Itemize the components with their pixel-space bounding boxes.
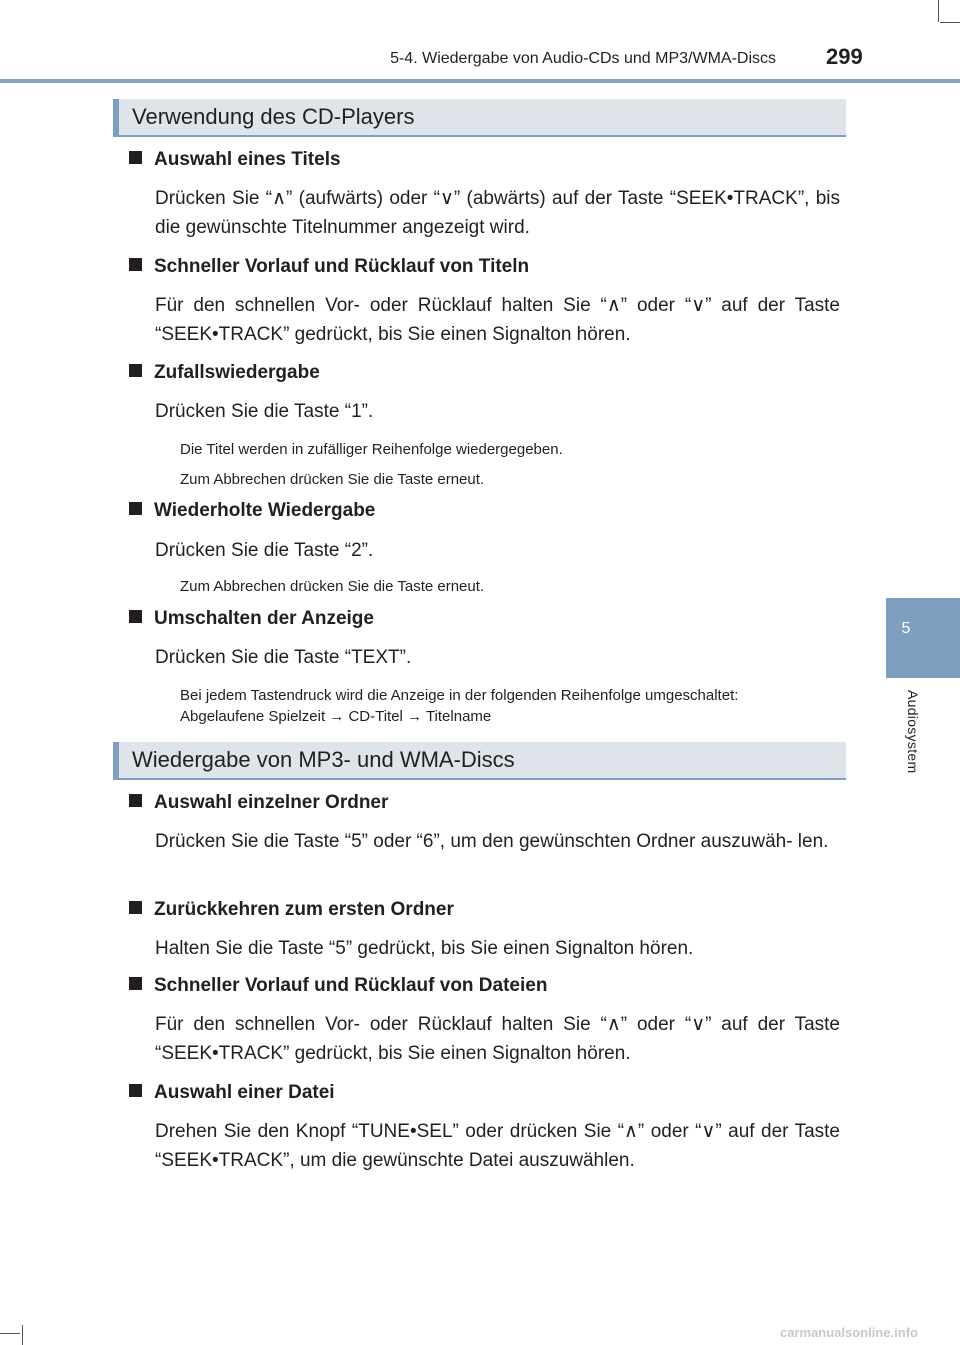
section-title: Verwendung des CD-Players bbox=[132, 104, 415, 129]
square-bullet-icon bbox=[129, 610, 142, 623]
square-bullet-icon bbox=[129, 364, 142, 377]
square-bullet-icon bbox=[129, 258, 142, 271]
crop-mark bbox=[940, 22, 960, 23]
item-text: Drücken Sie die Taste “2”. bbox=[155, 540, 374, 561]
item-note: Die Titel werden in zufälliger Reihenfolge wiedergegeben. bbox=[180, 441, 563, 458]
square-bullet-icon bbox=[129, 901, 142, 914]
item-heading: Schneller Vorlauf und Rücklauf von Titeln bbox=[129, 256, 529, 278]
square-bullet-icon bbox=[129, 977, 142, 990]
item-heading: Wiederholte Wiedergabe bbox=[129, 500, 375, 522]
section-title: Wiedergabe von MP3- und WMA-Discs bbox=[132, 747, 515, 772]
section-header bbox=[113, 742, 846, 780]
item-heading: Umschalten der Anzeige bbox=[129, 608, 374, 630]
item-text: Drücken Sie die Taste “5” oder “6”, um den gewünschten Ordner auszuwäh- len. bbox=[155, 831, 829, 852]
item-text: Für den schnellen Vor- oder Rücklauf halten Sie “∧” oder “∨” auf der Taste “SEEK•TRACK” gedrückt, bis Sie einen Signalton hören. bbox=[155, 295, 840, 345]
chapter-title: 5-4. Wiedergabe von Audio-CDs und MP3/WMA-Discs bbox=[390, 50, 776, 67]
item-text: Drücken Sie die Taste “1”. bbox=[155, 401, 374, 422]
square-bullet-icon bbox=[129, 502, 142, 515]
item-text: Drehen Sie den Knopf “TUNE•SEL” oder drücken Sie “∧” oder “∨” auf der Taste “SEEK•TRACK”, um die gewünschte Datei auszuwählen. bbox=[155, 1121, 840, 1171]
item-heading: Zurückkehren zum ersten Ordner bbox=[129, 899, 454, 921]
item-heading: Auswahl einzelner Ordner bbox=[129, 792, 388, 814]
chapter-tab-label: Audiosystem bbox=[905, 690, 921, 774]
item-note: Zum Abbrechen drücken Sie die Taste erneut. bbox=[180, 471, 485, 488]
chapter-tab bbox=[886, 598, 960, 678]
crop-mark bbox=[938, 0, 939, 22]
square-bullet-icon bbox=[129, 1084, 142, 1097]
crop-mark bbox=[0, 1333, 20, 1334]
chapter-tab-number: 5 bbox=[901, 620, 911, 637]
watermark: carmanualsonline.info bbox=[780, 1325, 918, 1340]
item-text: Für den schnellen Vor- oder Rücklauf halten Sie “∧” oder “∨” auf der Taste “SEEK•TRACK” gedrückt, bis Sie einen Signalton hören. bbox=[155, 1014, 840, 1064]
item-heading: Zufallswiedergabe bbox=[129, 362, 320, 384]
crop-mark bbox=[22, 1325, 23, 1345]
square-bullet-icon bbox=[129, 151, 142, 164]
item-note: Bei jedem Tastendruck wird die Anzeige in der folgenden Reihenfolge umgeschaltet: bbox=[180, 687, 739, 704]
item-text: Drücken Sie die Taste “TEXT”. bbox=[155, 647, 412, 668]
page-number: 299 bbox=[826, 44, 863, 69]
item-text: Halten Sie die Taste “5” gedrückt, bis Sie einen Signalton hören. bbox=[155, 938, 694, 959]
section-header bbox=[113, 99, 846, 137]
item-heading: Schneller Vorlauf und Rücklauf von Dateien bbox=[129, 975, 547, 997]
item-text: Drücken Sie “∧” (aufwärts) oder “∨” (abwärts) auf der Taste “SEEK•TRACK”, bis die gewünschte Titelnummer angezeigt wird. bbox=[155, 188, 840, 238]
header-rule bbox=[0, 79, 960, 83]
item-heading: Auswahl einer Datei bbox=[129, 1082, 335, 1104]
item-note: Zum Abbrechen drücken Sie die Taste erneut. bbox=[180, 578, 485, 595]
item-note: Abgelaufene Spielzeit → CD-Titel → Titelname bbox=[180, 708, 492, 725]
square-bullet-icon bbox=[129, 794, 142, 807]
item-heading: Auswahl eines Titels bbox=[129, 149, 341, 171]
